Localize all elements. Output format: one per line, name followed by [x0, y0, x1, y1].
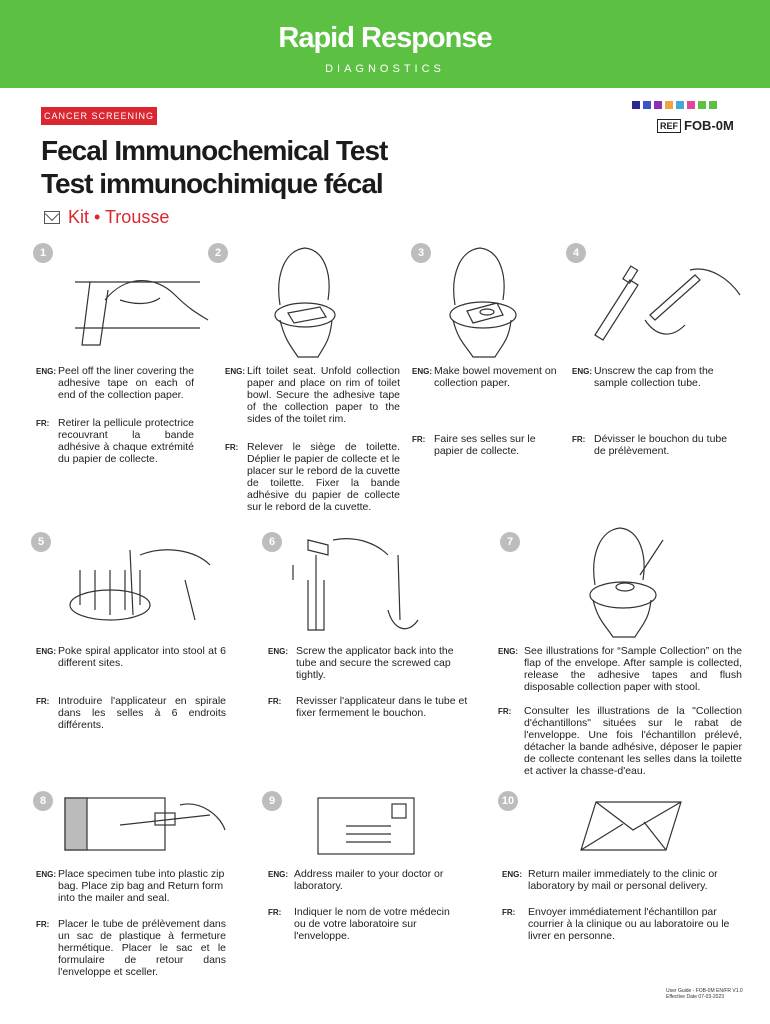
lang-tag: FR:	[498, 707, 512, 716]
ref-symbol: REF	[657, 119, 681, 133]
instruction-eng: ENG: Poke spiral applicator into stool at 6 different sites.	[36, 645, 226, 669]
instruction-fr: FR: Introduire l'applicateur en spirale dans les selles à 6 endroits différents.	[36, 695, 226, 731]
zip-bag-illustration	[60, 795, 230, 855]
document-footer	[666, 988, 743, 1000]
lang-tag: ENG:	[412, 367, 432, 376]
lang-tag: ENG:	[502, 870, 522, 879]
instruction-fr: FR: Relever le siège de toilette. Déplier le papier de collecte et le placer sur le rebord de la cuvette de toilette. Fixer la bande adhésive du papier de collecte sur le rebord de la cuvette.	[225, 441, 400, 513]
swatch	[698, 101, 706, 109]
instruction-eng: ENG: Unscrew the cap from the sample collection tube.	[572, 365, 714, 389]
footer-date: Effective Date 07-03-2023	[666, 994, 725, 1000]
swatch	[709, 101, 717, 109]
lang-tag: ENG:	[268, 647, 288, 656]
step-number: 8	[33, 791, 53, 811]
swatch	[665, 101, 673, 109]
instruction-fr: FR: Envoyer immédiatement l'échantillon par courrier à la clinique ou au laboratoire ou le livrer en personne.	[502, 906, 730, 942]
step-3-text	[412, 365, 562, 473]
flush-paper-illustration	[585, 525, 675, 640]
swatch	[654, 101, 662, 109]
instruction-eng: ENG: Lift toilet seat. Unfold collection paper and place on rim of toilet bowl. Secure the adhesive tape of the collection paper to the sides of the toilet rim.	[225, 365, 400, 425]
step-10-text	[502, 868, 742, 958]
title-english: Fecal Immunochemical Test	[41, 135, 388, 166]
poke-applicator-illustration	[65, 545, 215, 625]
lang-tag: FR:	[502, 908, 516, 917]
lang-tag: ENG:	[268, 870, 288, 879]
category-tag: CANCER SCREENING	[41, 107, 157, 125]
instruction-eng: ENG: Return mailer immediately to the clinic or laboratory by mail or personal delivery.	[502, 868, 718, 892]
swatch	[632, 101, 640, 109]
instruction-eng: ENG: See illustrations for “Sample Collection” on the flap of the envelope. After sample is collected, release the adhesive tapes and flush disposable collection paper with stool.	[498, 645, 742, 693]
toilet-paper-illustration	[270, 245, 350, 360]
swatch	[676, 101, 684, 109]
step-number: 9	[262, 791, 282, 811]
lang-tag: FR:	[36, 697, 50, 706]
step-7-text	[498, 645, 742, 793]
instruction-eng: ENG: Address mailer to your doctor or laboratory.	[268, 868, 444, 892]
instruction-fr: FR: Dévisser le bouchon du tube de prélèvement.	[572, 433, 728, 457]
envelope-return-illustration	[578, 800, 683, 852]
step-number: 10	[498, 791, 518, 811]
step-number: 6	[262, 532, 282, 552]
lang-tag: ENG:	[572, 367, 592, 376]
footer-guide: User Guide - FOB-0M EN/FR V1.0	[666, 988, 743, 994]
instruction-fr: FR: Faire ses selles sur le papier de collecte.	[412, 433, 536, 457]
peel-liner-illustration	[60, 270, 210, 350]
step-2-text	[225, 365, 400, 529]
lang-tag: ENG:	[36, 870, 56, 879]
lang-tag: FR:	[268, 908, 282, 917]
step-4-text	[572, 365, 740, 473]
lang-tag: ENG:	[36, 367, 56, 376]
lang-tag: FR:	[225, 443, 239, 452]
color-swatches	[632, 101, 717, 109]
lang-tag: ENG:	[36, 647, 56, 656]
address-mailer-illustration	[316, 796, 416, 856]
instruction-fr: FR: Revisser l'applicateur dans le tube et fixer fermement le bouchon.	[268, 695, 468, 719]
kit-label: Kit • Trousse	[68, 207, 170, 227]
instruction-fr: FR: Indiquer le nom de votre médecin ou de votre laboratoire sur l'enveloppe.	[268, 906, 450, 942]
lang-tag: FR:	[572, 435, 586, 444]
instruction-fr: FR: Consulter les illustrations de la "Collection d'échantillons" situées sur le rabat de l'enveloppe. Une fois l'échantillon prélevé, détacher la bande adhésive, déposer le papier de collecte contenant les selles dans la toilette et activer la chasse-d'eau.	[498, 705, 742, 777]
step-number: 4	[566, 243, 586, 263]
toilet-bowel-illustration	[445, 245, 530, 360]
ref-code: FOB-0M	[684, 118, 734, 133]
unscrew-cap-illustration	[590, 265, 745, 345]
step-number: 7	[500, 532, 520, 552]
step-number: 1	[33, 243, 53, 263]
screw-applicator-illustration	[288, 535, 428, 655]
step-number: 5	[31, 532, 51, 552]
step-number: 2	[208, 243, 228, 263]
step-number: 3	[411, 243, 431, 263]
reference-code	[657, 118, 734, 133]
step-9-text	[268, 868, 463, 958]
header-banner	[0, 0, 770, 88]
lang-tag: FR:	[36, 920, 50, 929]
lang-tag: FR:	[268, 697, 282, 706]
lang-tag: FR:	[412, 435, 426, 444]
brand-subtitle: DIAGNOSTICS	[325, 63, 445, 75]
lang-tag: ENG:	[225, 367, 245, 376]
instruction-fr: FR: Retirer la pellicule protectrice recouvrant la bande adhésive à chaque extrémité du papier de collecte.	[36, 417, 194, 465]
instruction-eng: ENG: Place specimen tube into plastic zip bag. Place zip bag and Return form into the mailer and seal.	[36, 868, 225, 904]
lang-tag: ENG:	[498, 647, 518, 656]
step-5-text	[36, 645, 226, 747]
instruction-fr: FR: Placer le tube de prélèvement dans un sac de plastique à fermeture hermétique. Placer le sac et le formulaire de retour dans l'enveloppe et sceller.	[36, 918, 226, 978]
swatch	[643, 101, 651, 109]
envelope-icon	[44, 211, 60, 224]
kit-heading	[44, 207, 169, 228]
step-6-text	[268, 645, 468, 735]
instruction-eng: ENG: Screw the applicator back into the tube and secure the screwed cap tightly.	[268, 645, 454, 681]
instruction-eng: ENG: Make bowel movement on collection paper.	[412, 365, 557, 389]
title-french: Test immunochimique fécal	[41, 168, 383, 199]
lang-tag: FR:	[36, 419, 50, 428]
step-1-text	[36, 365, 194, 481]
step-8-text	[36, 868, 226, 994]
brand-name: Rapid Response	[278, 22, 492, 54]
instruction-eng: ENG: Peel off the liner covering the adhesive tape on each of end of the collection paper.	[36, 365, 194, 401]
swatch	[687, 101, 695, 109]
